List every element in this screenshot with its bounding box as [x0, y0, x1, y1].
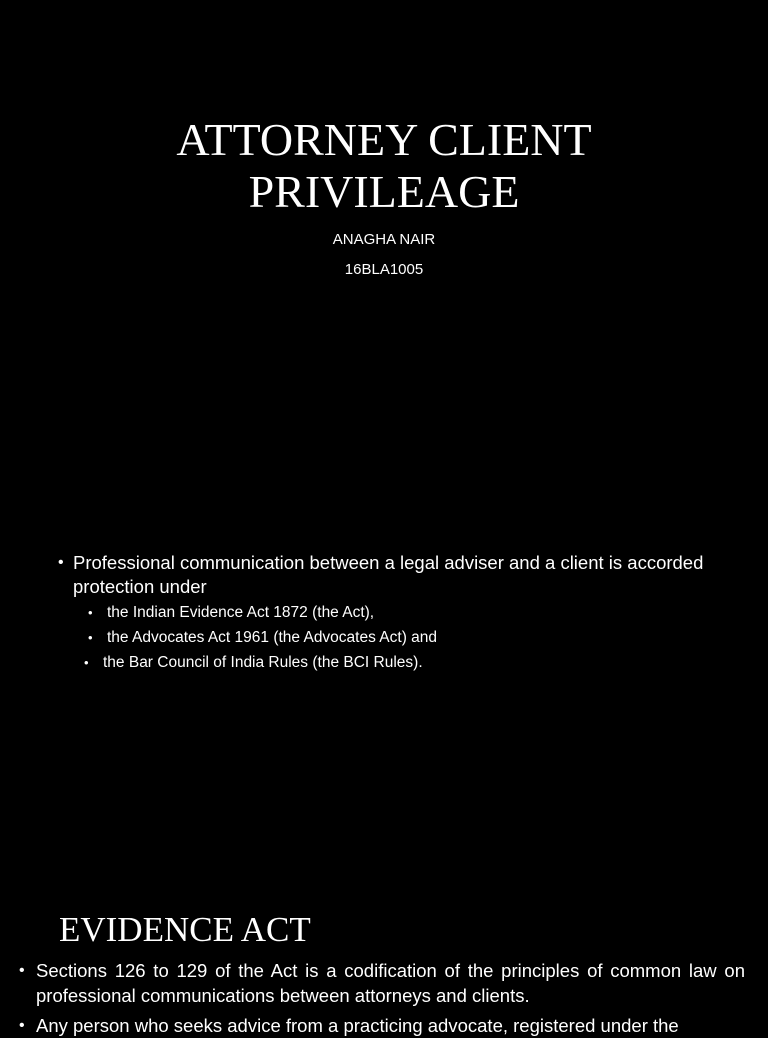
evidence-act-slide [0, 880, 768, 1036]
roll-number: 16BLA1005 [344, 261, 424, 278]
protection-slide [0, 512, 768, 880]
bullet-sections: • Sections 126 to 129 of the Act is a codification of the principles of common law on professional communications between attorneys and clients. [36, 958, 745, 1008]
title-slide [0, 0, 768, 512]
bullet-intro: • Professional communication between a legal adviser and a client is accorded protection under [73, 551, 713, 599]
sub-bullet-evidence-act: • the Indian Evidence Act 1872 (the Act), [107, 603, 374, 623]
author-name: ANAGHA NAIR [332, 231, 436, 248]
title-line-2: PRIVILEAGE [248, 166, 520, 217]
title-line-1: ATTORNEY CLIENT [176, 114, 592, 165]
sub-bullet-bci-rules: • the Bar Council of India Rules (the BCI Rules). [103, 653, 423, 673]
sub-bullet-advocates-act: • the Advocates Act 1961 (the Advocates Act) and [107, 628, 437, 648]
slide-title: EVIDENCE ACT [59, 910, 311, 949]
presentation-title [0, 114, 768, 218]
bullet-advice: • Any person who seeks advice from a practicing advocate, registered under the [36, 1013, 745, 1038]
